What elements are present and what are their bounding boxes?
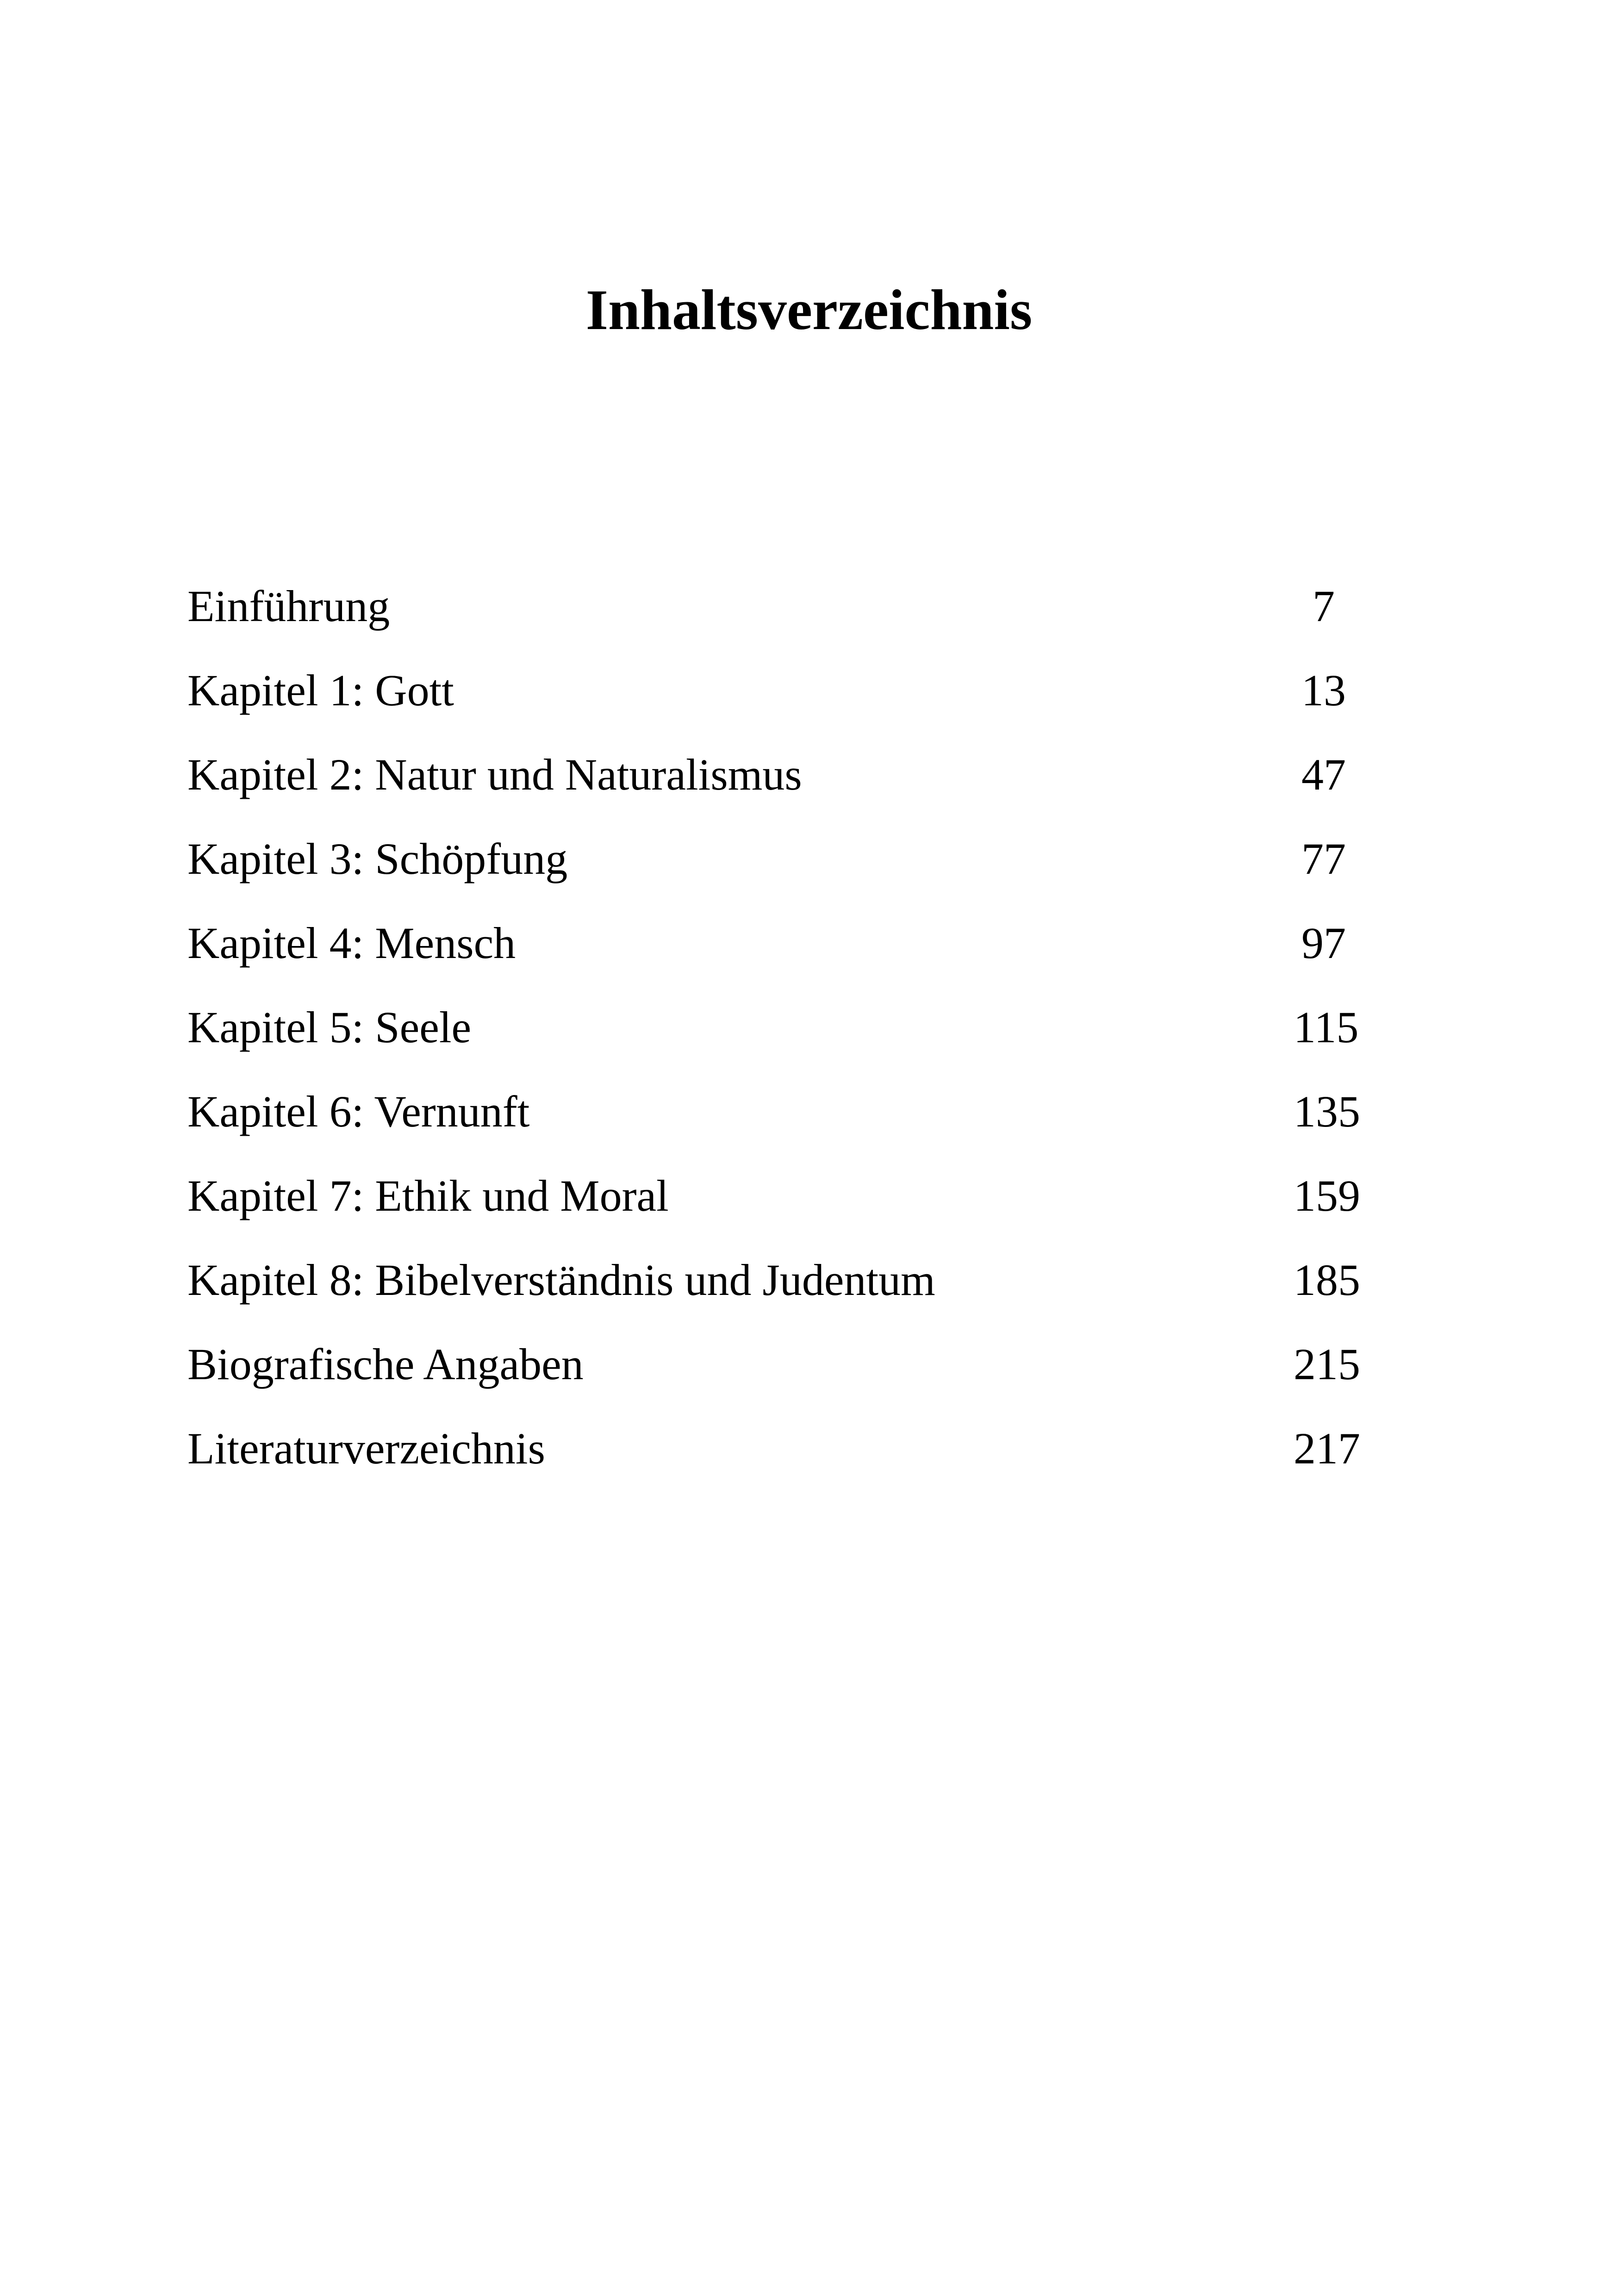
toc-entry-page: 13 [1301, 666, 1346, 715]
toc-entry-page: 185 [1294, 1255, 1360, 1305]
toc-entry [187, 911, 1354, 995]
toc-entry-title: Kapitel 1: Gott [187, 666, 454, 715]
toc-entry-title: Kapitel 6: Vernunft [187, 1087, 530, 1136]
toc-entry [187, 827, 1354, 911]
toc-entry [187, 1164, 1360, 1248]
toc-entry-title: Einführung [187, 581, 390, 631]
toc-entry-title: Kapitel 8: Bibelverständnis und Judentum [187, 1255, 935, 1305]
toc-entry-page: 97 [1301, 918, 1346, 968]
toc-entry-title: Kapitel 3: Schöpfung [187, 834, 568, 884]
toc-entry-page: 7 [1313, 581, 1335, 631]
toc-entry [187, 574, 1354, 658]
toc-entry-title: Biografische Angaben [187, 1339, 584, 1389]
toc-entry-page: 217 [1294, 1424, 1360, 1473]
toc-entry [187, 995, 1359, 1079]
toc-entry-page: 159 [1294, 1171, 1360, 1220]
toc-entry-page: 215 [1294, 1339, 1360, 1389]
toc-entry [187, 742, 1354, 827]
toc-entry [187, 1332, 1360, 1416]
page-title: Inhaltsverzeichnis [585, 278, 1033, 342]
toc-entry [187, 658, 1354, 742]
toc-entry-title: Literaturverzeichnis [187, 1424, 545, 1473]
toc-entry [187, 1248, 1360, 1332]
toc-entry-page: 47 [1301, 750, 1346, 799]
toc-entry-title: Kapitel 7: Ethik und Moral [187, 1171, 669, 1220]
toc-entry-page: 135 [1294, 1087, 1360, 1136]
table-of-contents [187, 574, 1360, 1500]
toc-entry-title: Kapitel 2: Natur und Naturalismus [187, 750, 802, 799]
toc-entry [187, 1079, 1360, 1164]
toc-entry [187, 1416, 1360, 1500]
toc-entry-title: Kapitel 5: Seele [187, 1002, 472, 1052]
toc-entry-page: 77 [1301, 834, 1346, 884]
toc-entry-title: Kapitel 4: Mensch [187, 918, 516, 968]
toc-entry-page: 115 [1294, 1002, 1359, 1052]
